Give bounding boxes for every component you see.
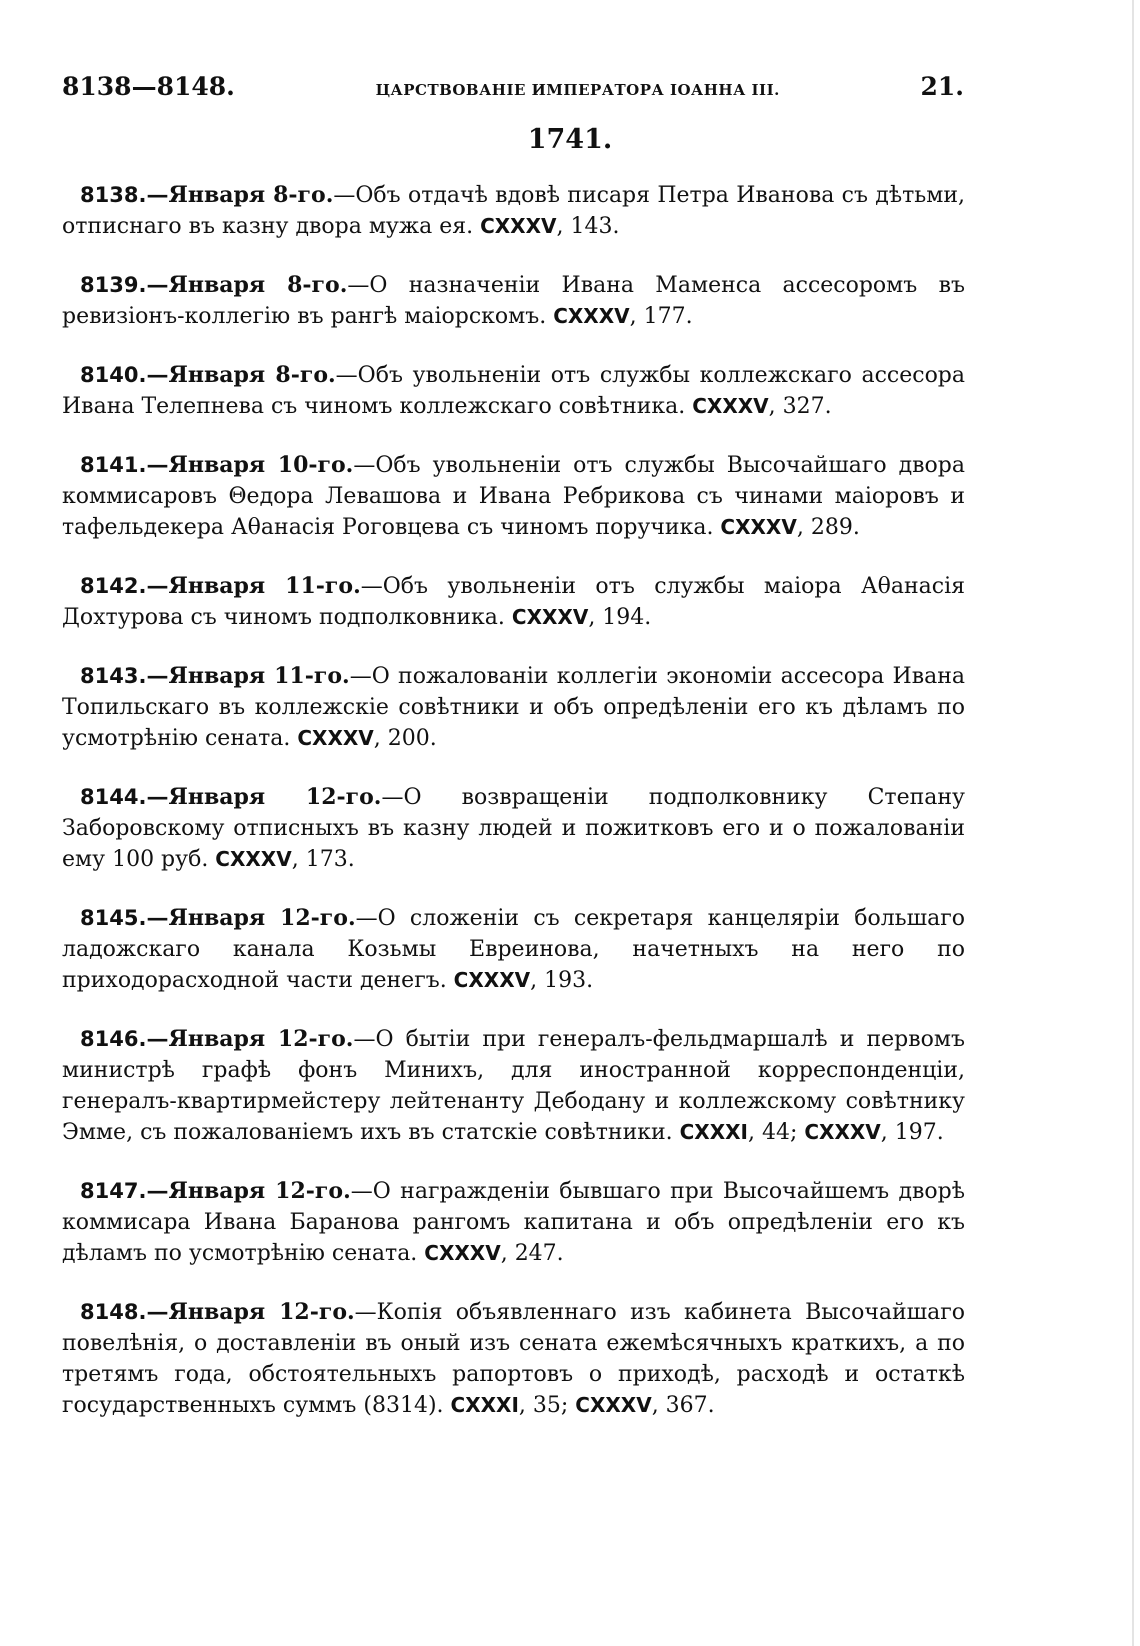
page-ref: , 247. <box>500 1241 564 1266</box>
entry <box>62 903 965 996</box>
volume-ref: CXXXI <box>443 1393 519 1417</box>
entry-number: 8144. <box>80 785 147 809</box>
page-ref: , 327. <box>768 394 832 419</box>
volume-ref: CXXXV <box>713 515 797 539</box>
entry-date: —Января 8-го. <box>146 272 348 298</box>
volume-ref: CXXXV <box>473 214 557 238</box>
entry <box>62 661 965 754</box>
page-ref: , 193. <box>530 968 594 993</box>
entry <box>62 450 965 543</box>
year-heading: 1741. <box>527 124 613 155</box>
page-ref: , 143. <box>556 214 620 239</box>
entry-date: —Января 11-го. <box>146 573 361 599</box>
running-title: ЦАРСТВОВАНІЕ ИМПЕРАТОРА ІОАННА III. <box>375 81 780 99</box>
entry-text: —Объ отдачѣ вдовѣ писаря Петра Иванова съ дѣтьми, отписнаго въ казну двора мужа ея. <box>62 183 965 239</box>
entry <box>62 782 965 875</box>
page-ref: , 44; <box>747 1120 798 1145</box>
entry <box>62 360 965 422</box>
volume-ref: CXXXV <box>417 1241 501 1265</box>
volume-ref: CXXXV <box>208 847 292 871</box>
entry-date: —Января 11-го. <box>146 663 350 689</box>
volume-ref: CXXXV <box>504 605 589 629</box>
entry-date: —Января 10-го. <box>146 452 354 478</box>
page-ref: , 177. <box>629 304 693 329</box>
entry-text: —Копія объявленнаго изъ кабинета Высочайшаго повелѣнія, о доставленіи въ оный изъ сената ежемѣсячныхъ краткихъ, а по третямъ года, обстоятельныхъ рапортовъ о приходѣ, расходѣ и остаткѣ государственныхъ суммъ (8314). <box>62 1300 965 1418</box>
page-ref: , 35; <box>518 1393 569 1418</box>
page-ref: , 367. <box>651 1393 715 1418</box>
entry-number: 8139. <box>80 273 147 297</box>
entry-text: —О бытіи при генералъ-фельдмаршалѣ и первомъ министрѣ графѣ фонъ Минихъ, для иностранной корреспонденціи, генералъ-квартирмейстеру лейтенанту Дебодану и коллежскому совѣтнику Эмме, съ пожалованіемъ ихъ въ статскіе совѣтники. <box>62 1027 965 1145</box>
entry-text: —Объ увольненіи отъ службы Высочайшаго двора коммисаровъ Θедора Левашова и Ивана Ребрикова съ чинами маіоровъ и тафельдекера Аθанасія Роговцева съ чиномъ поручика. <box>62 453 965 540</box>
entry <box>62 571 965 633</box>
entry-date: —Января 8-го. <box>146 182 334 208</box>
entry-number: 8138. <box>80 183 147 207</box>
entry-number: 8143. <box>80 664 147 688</box>
entry-range: 8138—8148. <box>62 72 235 101</box>
entry-date: —Января 12-го. <box>146 1299 355 1325</box>
entry-number: 8147. <box>80 1179 147 1203</box>
entry-number: 8142. <box>80 574 147 598</box>
entry <box>62 270 965 332</box>
entry-date: —Января 8-го. <box>146 362 336 388</box>
page-ref: , 173. <box>291 847 355 872</box>
entry-date: —Января 12-го. <box>146 784 382 810</box>
page-ref: , 194. <box>588 605 652 630</box>
entry-date: —Января 12-го. <box>146 1178 351 1204</box>
entry-number: 8141. <box>80 453 147 477</box>
entry <box>62 1176 965 1269</box>
entry-text: —О сложеніи съ секретаря канцеляріи большаго ладожскаго канала Козьмы Евреинова, начетныхъ на него по приходорасходной части денегъ. <box>62 906 965 993</box>
volume-ref: CXXXV <box>797 1120 881 1144</box>
entry <box>62 1297 965 1421</box>
entry-text: —О награжденіи бывшаго при Высочайшемъ дворѣ коммисара Ивана Баранова рангомъ капитана и объ опредѣленіи его къ дѣламъ по усмотрѣнію сената. <box>62 1179 965 1266</box>
entry-number: 8148. <box>80 1300 147 1324</box>
volume-ref: CXXXI <box>672 1120 748 1144</box>
entry-text: —О пожалованіи коллегіи экономіи ассесора Ивана Топильскаго въ коллежскіе совѣтники и объ опредѣленіи его къ дѣламъ по усмотрѣнію сената. <box>62 664 965 751</box>
page-ref: , 200. <box>373 726 437 751</box>
volume-ref: CXXXV <box>568 1393 652 1417</box>
entry-text: —О назначеніи Ивана Маменса ассесоромъ въ ревизіонъ-коллегію въ рангѣ маіорскомъ. <box>62 273 965 329</box>
entry-date: —Января 12-го. <box>146 1026 354 1052</box>
volume-ref: CXXXV <box>446 968 531 992</box>
entry-number: 8145. <box>80 906 147 930</box>
volume-ref: CXXXV <box>290 726 374 750</box>
entries-list <box>62 180 965 1449</box>
entry-date: —Января 12-го. <box>146 905 356 931</box>
running-header <box>62 72 964 112</box>
entry <box>62 180 965 242</box>
page-ref: , 289. <box>796 515 860 540</box>
entry-text: —Объ увольненіи отъ службы маіора Аθанасія Дохтурова съ чиномъ подполковника. <box>62 574 965 630</box>
entry-number: 8146. <box>80 1027 147 1051</box>
page-number: 21. <box>920 72 964 101</box>
entry-text: —Объ увольненіи отъ службы коллежскаго ассесора Ивана Телепнева съ чиномъ коллежскаго совѣтника. <box>62 363 966 419</box>
scan-edge <box>1132 0 1134 1646</box>
entry-text: —О возвращеніи подполковнику Степану Заборовскому отписныхъ въ казну людей и пожитковъ его и о пожалованіи ему 100 руб. <box>62 785 965 872</box>
volume-ref: CXXXV <box>546 304 630 328</box>
entry <box>62 1024 965 1148</box>
volume-ref: CXXXV <box>685 394 769 418</box>
page-ref: , 197. <box>880 1120 944 1145</box>
entry-number: 8140. <box>80 363 147 387</box>
